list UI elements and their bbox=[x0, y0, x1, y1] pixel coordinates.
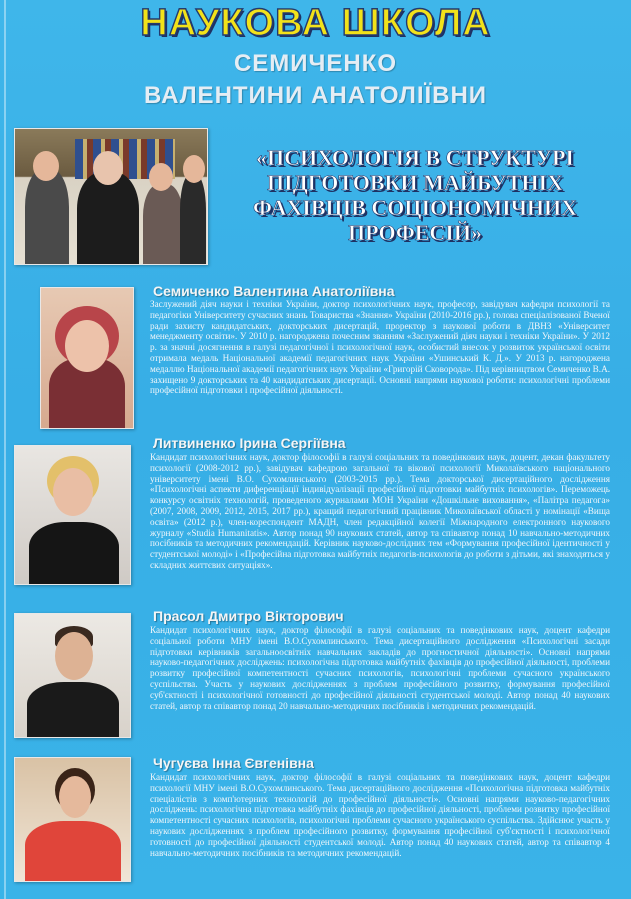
member-photo-body bbox=[29, 522, 119, 584]
group-person-1-head bbox=[33, 151, 59, 181]
group-person-4-head bbox=[183, 155, 205, 183]
member-name: Прасол Дмитро Вікторович bbox=[153, 608, 344, 624]
member-photo-chuhuieva bbox=[14, 757, 131, 882]
member-photo-head bbox=[65, 320, 109, 372]
member-bio: Кандидат психологічних наук, доктор філософії в галузі соціальних та поведінкових наук, доцент, декан факультету психології (2008-2012 рр.), завідувач кафедрою загальної та вікової психології Миколаївського національного університету імені В.О. Сухомлинського (2003-2015 рр.). Тема докторської дисертаційного дослідження «Психологічні аспекти диференціації індивідуалізації професійної підготовки майбутніх психологів». Переможець конкурсу освітніх технологій, проведеного журналами МОН України «Дошкільне виховання», «Палітра педагога» (2007, 2008, 2009, 2012, 2015, 2017 рр.), кращий педагогічний працівник Миколаївської області у номінації «Вища освіта» (2012 р.), член-кореспондент МАДН, член редакційної колегії Міжнародного електронного наукового журналу «Studia Humanitatis». Автор понад 90 наукових статей, автор та співавтор понад 10 навчально-методичних посібників та методичних рекомендацій. Керівник науково-дослідних тем «Формування професійної ідентичності у студентської молоді» і «Професійна підготовка майбутніх педагогів-психологів до роботи з дітьми, які знаходяться у складних життєвих ситуаціях». bbox=[150, 452, 610, 570]
school-topic: «ПСИХОЛОГІЯ В СТРУКТУРІ ПІДГОТОВКИ МАЙБУТНІХ ФАХІВЦІВ СОЦІОНОМІЧНИХ ПРОФЕСІЙ» bbox=[253, 145, 577, 245]
member-photo-prasol bbox=[14, 613, 131, 738]
member-name: Литвиненко Ірина Сергіївна bbox=[153, 435, 346, 451]
head-surname: СЕМИЧЕНКО bbox=[233, 50, 398, 77]
member-name: Семиченко Валентина Анатоліївна bbox=[153, 283, 395, 299]
group-photo bbox=[14, 128, 208, 265]
poster-frame-edge bbox=[4, 0, 6, 899]
member-photo-semychenko bbox=[40, 287, 134, 429]
member-photo-body bbox=[27, 682, 119, 737]
member-photo-head bbox=[59, 776, 91, 818]
group-person-3-head bbox=[149, 163, 173, 191]
member-photo-head bbox=[53, 468, 93, 516]
member-bio: Кандидат психологічних наук, доктор філософії в галузі соціальних та поведінкових наук, доцент кафедри психології МНУ імені В.О.Сухомлинського. Тема дисертаційного дослідження «Психологічна підготовка майбутніх спеціалістів з комп'ютерних технологій до професійної діяльності». Основні напрями науково-педагогічних досліджень: психологічна підготовка майбутніх фахівців до професійної діяльності, проблеми розвитку професійної компетентності сучасних психологів, психологічні проблеми сучасного українського суспільства. Здійснює участь у наукових дослідженнях з проблем професійного розвитку, формування професійної суб'єктності і психологічної готовності до професійної діяльності студентської молоді. Автор понад 40 наукових статей, автор та співавтор 4 навчально-методичних посібників та методичних рекомендацій. bbox=[150, 772, 610, 858]
group-person-4 bbox=[180, 174, 206, 264]
group-person-3 bbox=[143, 184, 183, 264]
group-person-2 bbox=[77, 172, 139, 264]
member-bio: Заслужений діяч науки і техніки України, доктор психологічних наук, професор, завідувач кафедри психології та педагогіки Університету сучасних знань Товариства «Знання» України (2010-2016 рр.), голова спеціалізованої Вченої ради захисту кандидатських, докторських дисертацій, проректор з наукової роботи в ДВНЗ «Університет менеджменту освіти». У 2010 р. нагороджена почесним званням «Заслужений діяч науки і техніки України». У 2012 р. за значні досягнення в галузі педагогічної і психологічної наук, особистий внесок у розвиток української освіти отримала медаль Національної академії педагогічних наук України «Ушинський К. Д.». У 2013 р. нагороджена медаллю Національної академії педагогічних наук України «Григорій Сковорода». Під керівництвом Семиченко В.А. захищено 9 докторських та 40 кандидатських дисертації. Основні напрями наукової роботи: психологічні проблеми професійної підготовки і професійної діяльності. bbox=[150, 299, 610, 396]
member-photo-head bbox=[55, 632, 93, 680]
group-person-2-head bbox=[93, 151, 123, 185]
member-name: Чугуєва Інна Євгенівна bbox=[153, 755, 314, 771]
group-person-1 bbox=[25, 169, 69, 264]
head-full-name: ВАЛЕНТИНИ АНАТОЛІЇВНИ bbox=[143, 82, 488, 109]
member-bio: Кандидат психологічних наук, доктор філософії в галузі соціальних та поведінкових наук, доцент кафедри соціальної роботи МНУ імені В.О.Сухомлинського. Тема дисертаційного дослідження «Психологічні засади підготовки керівників загальноосвітніх навчальних закладів до прогностичної діяльності». Основні напрями науково-педагогічних досліджень: психологічна підготовка майбутніх фахівців до професійної діяльності, проблеми розвитку професійної компетентності сучасних психологів, психологічні проблеми сучасного українського суспільства. Участь у наукових дослідженнях з проблем професійного розвитку, формування професійної суб'єктності і психологічної готовності до професійної діяльності студентської молоді. Автор понад 40 наукових статей, автор та співавтор понад 20 навчально-методичних посібників і методичних рекомендацій. bbox=[150, 625, 610, 711]
member-photo-lytvynenko bbox=[14, 445, 131, 585]
member-photo-body bbox=[25, 821, 121, 881]
poster-title: НАУКОВА ШКОЛА bbox=[140, 2, 491, 44]
